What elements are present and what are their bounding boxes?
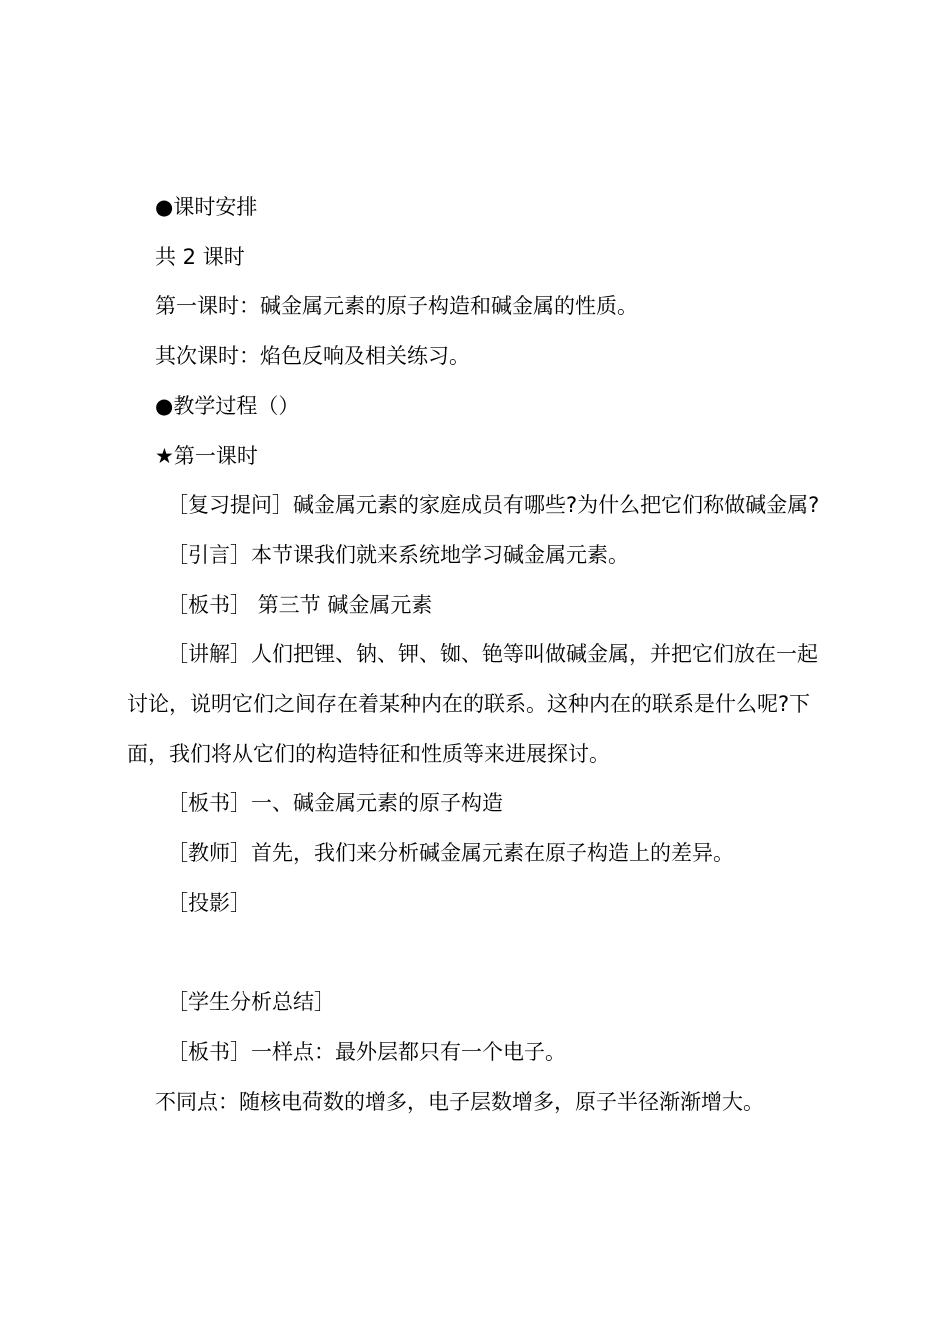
paragraph-explanation: ［讲解］人们把锂、钠、钾、铷、铯等叫做碱金属，并把它们放在一起讨论，说明它们之间存在着某种内在的联系。这种内在的联系是什么呢?下面，我们将从它们的构造特征和性质等来进展探讨。 <box>127 642 818 766</box>
blank-line <box>127 929 837 979</box>
paragraph-introduction: ［引言］本节课我们就来系统地学习碱金属元素。 <box>167 542 629 567</box>
paragraph-student-summary: ［学生分析总结］ <box>167 990 335 1015</box>
paragraph-board-structure: ［板书］一、碱金属元素的原子构造 <box>167 791 503 816</box>
paragraph-difference: 不同点：随核电荷数的增多，电子层数增多，原子半径渐渐增大。 <box>155 1089 764 1114</box>
section-heading-schedule: ●课时安排 <box>155 195 258 219</box>
paragraph-board-similarity: ［板书］一样点：最外层都只有一个电子。 <box>167 1039 566 1064</box>
text-line-second-lesson: 其次课时：焰色反响及相关练习。 <box>155 344 470 369</box>
paragraph-board-section: ［板书］ 第三节 碱金属元素 <box>167 592 433 617</box>
paragraph-projection: ［投影］ <box>167 890 251 915</box>
text-line-total-hours: 共 2 课时 <box>155 244 245 269</box>
paragraph-teacher: ［教师］首先，我们来分析碱金属元素在原子构造上的差异。 <box>167 841 734 866</box>
document-body <box>127 183 837 1127</box>
section-heading-process: ●教学过程（） <box>155 393 300 418</box>
text-line-first-lesson: 第一课时：碱金属元素的原子构造和碱金属的性质。 <box>155 294 638 319</box>
paragraph-review-question: ［复习提问］碱金属元素的家庭成员有哪些?为什么把它们称做碱金属? <box>167 493 820 518</box>
section-heading-first-lesson: ★第一课时 <box>155 443 258 468</box>
